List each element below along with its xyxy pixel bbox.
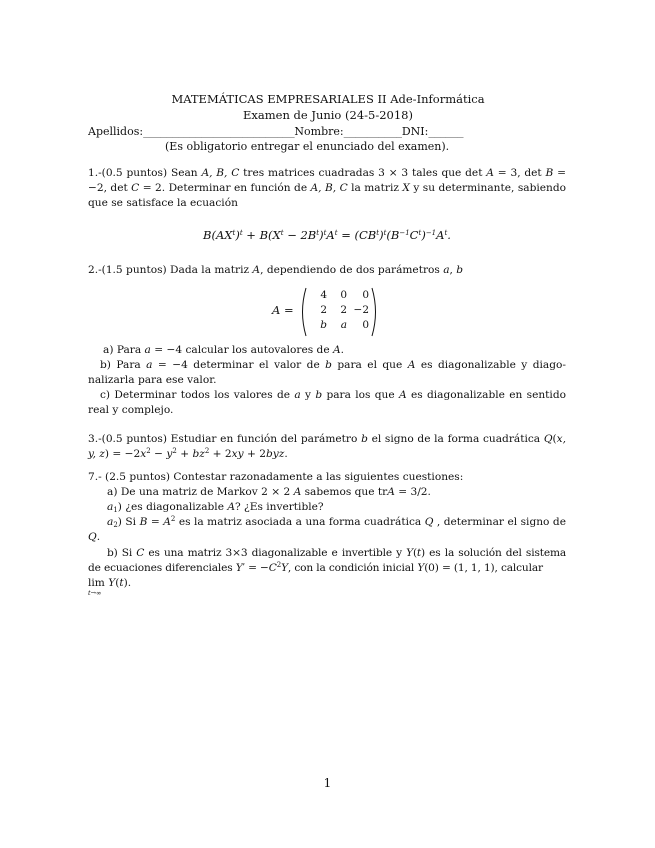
question-3: 3.-(0.5 puntos) Estudiar en función del parámetro b el signo de la forma cuadrática Q(x, y, $z) = -2x^2 - y^2 + bz^2 + 2xy + 2byz$.	[88, 433, 566, 460]
matrix-cell: 2	[320, 304, 327, 316]
surname-blank: __________________________	[143, 127, 295, 138]
matrix-cell: 0	[362, 319, 369, 331]
student-id-line	[88, 125, 568, 138]
matrix-cell: b	[320, 319, 327, 331]
question-2: 2.-(1.5 puntos) Dada la matriz A, dependiendo de dos parámetros a, b	[88, 264, 464, 276]
matrix-cell: a	[340, 319, 347, 331]
dni-blank: ______	[428, 127, 464, 138]
matrix-cell: −2	[353, 304, 369, 316]
question-7b: b) Si C es una matriz 3×3 diagonalizable e invertible y Y(t) es la solución del sistema de ecuaciones diferenciales $Y' = -C^2Y$, con la condición inicial Y(0) = (1, 1, 1), calcular	[88, 547, 567, 574]
matrix-a	[272, 286, 392, 338]
matrix-cell: 0	[340, 289, 347, 301]
equation-q1: $B(AX^t)^t + B(X^t - 2B^t)^tA^t = (CB^t)^t(B^{-1}C^t)^{-1}A^t$.	[203, 228, 451, 242]
question-7: 7.- (2.5 puntos) Contestar razonadamente a las siguientes cuestiones:	[88, 471, 464, 483]
limit-expression: lim Y(t). t→∞	[88, 577, 132, 597]
name-label: Nombre:	[294, 125, 344, 138]
matrix-cell: 4	[320, 289, 327, 301]
question-7a1: $a_1$) ¿es diagonalizable A? ¿Es invertible?	[107, 501, 324, 514]
matrix-cell: 2	[340, 304, 347, 316]
question-2c: c) Determinar todos los valores de a y b para los que A es diagonalizable en sentido real y complejo.	[88, 389, 566, 416]
surname-label: Apellidos:	[88, 125, 144, 138]
matrix-cell: 0	[362, 289, 369, 301]
question-7a2: $a_2$) Si $B = A^2$ es la matriz asociada a una forma cuadrática Q , determinar el signo de Q.	[88, 515, 566, 543]
question-7a: a) De una matriz de Markov 2 × 2 A sabemos que trA = 3/2.	[107, 486, 431, 498]
dni-label: DNI:	[401, 125, 429, 138]
matrix-a-label: A =	[272, 303, 294, 317]
name-blank: __________	[343, 127, 402, 138]
exam-title: MATEMÁTICAS EMPRESARIALES II Ade-Informática	[171, 92, 485, 106]
mandatory-notice: (Es obligatorio entregar el enunciado del examen).	[165, 140, 450, 153]
question-2b: b) Para a = −4 determinar el valor de b para el que A es diagonalizable y diago- nalizarla para ese valor.	[88, 359, 566, 386]
page-number: 1	[323, 776, 332, 790]
exam-subtitle: Examen de Junio (24-5-2018)	[243, 108, 413, 122]
question-2a: a) Para a = −4 calcular los autovalores de A.	[103, 344, 345, 356]
question-1: 1.-(0.5 puntos) Sean A, B, C tres matrices cuadradas 3 × 3 tales que det A = 3, det B = −2, det C = 2. Determinar en función de A, B, C la matriz X y su determinante, sabiendo que se satisface la ecuación	[88, 167, 567, 209]
